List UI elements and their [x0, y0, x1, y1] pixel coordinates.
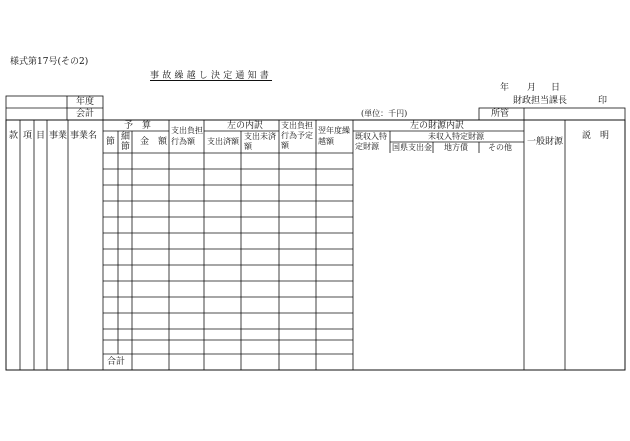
col-ippan-zaigen: 一般財源 [527, 137, 564, 147]
col-mishunyu: 未収入特定財源 [428, 132, 484, 141]
col-futan-yotei-1: 支出負担 [281, 121, 313, 130]
col-shishutsu-futan-1: 支出負担 [171, 126, 203, 135]
col-saimoku-1: 細 [121, 132, 131, 142]
col-chihousai: 地方債 [444, 143, 468, 152]
date-year-label: 年 [500, 83, 510, 93]
department-label: 所管 [491, 109, 510, 119]
fiscal-year-label: 年度 [76, 97, 95, 107]
col-setsu: 節 [106, 137, 116, 147]
col-setsumei: 説 明 [582, 131, 610, 141]
col-shishutsu-zumi: 支出済額 [207, 137, 239, 146]
col-kishunyu-2: 定財源 [355, 142, 379, 151]
col-mishishutsu-2: 額 [244, 142, 252, 151]
page-title: 事故繰越し決定通知書 [150, 71, 273, 81]
col-saimoku-2: 節 [121, 142, 131, 152]
seal-mark: 印 [598, 96, 608, 106]
col-yokunendo-1: 翌年度繰 [318, 126, 350, 135]
col-shishutsu-futan-2: 行為額 [171, 137, 195, 146]
unit-label: (単位：千円) [361, 109, 408, 118]
col-sonota: その他 [488, 143, 512, 152]
col-moku: 目 [36, 131, 46, 141]
col-mishishutsu-1: 支出未済 [244, 132, 276, 141]
col-hidari-uchiwake: 左の内訳 [227, 121, 264, 131]
col-jigyo: 事業 [49, 131, 68, 141]
date-month-label: 月 [527, 83, 537, 93]
approver-title: 財政担当課長 [513, 96, 568, 106]
col-jigyo-mei: 事業名 [70, 131, 98, 141]
date-day-label: 日 [551, 83, 561, 93]
col-kishunyu-1: 既収入特 [355, 132, 387, 141]
col-futan-yotei-2: 行為予定 [281, 131, 313, 140]
col-yosan: 予 算 [124, 121, 152, 131]
col-yokunendo-2: 越額 [318, 137, 334, 146]
col-kokuken: 国県支出金 [392, 143, 432, 152]
col-kan: 款 [9, 131, 19, 141]
col-kingaku: 金 額 [140, 137, 168, 147]
total-label: 合計 [107, 357, 126, 367]
col-kou: 項 [23, 131, 33, 141]
account-label: 会計 [76, 109, 95, 119]
col-futan-yotei-3: 額 [281, 141, 289, 150]
form-number: 様式第17号(その2) [10, 57, 89, 67]
col-zaigen-uchiwake: 左の財源内訳 [410, 121, 465, 131]
